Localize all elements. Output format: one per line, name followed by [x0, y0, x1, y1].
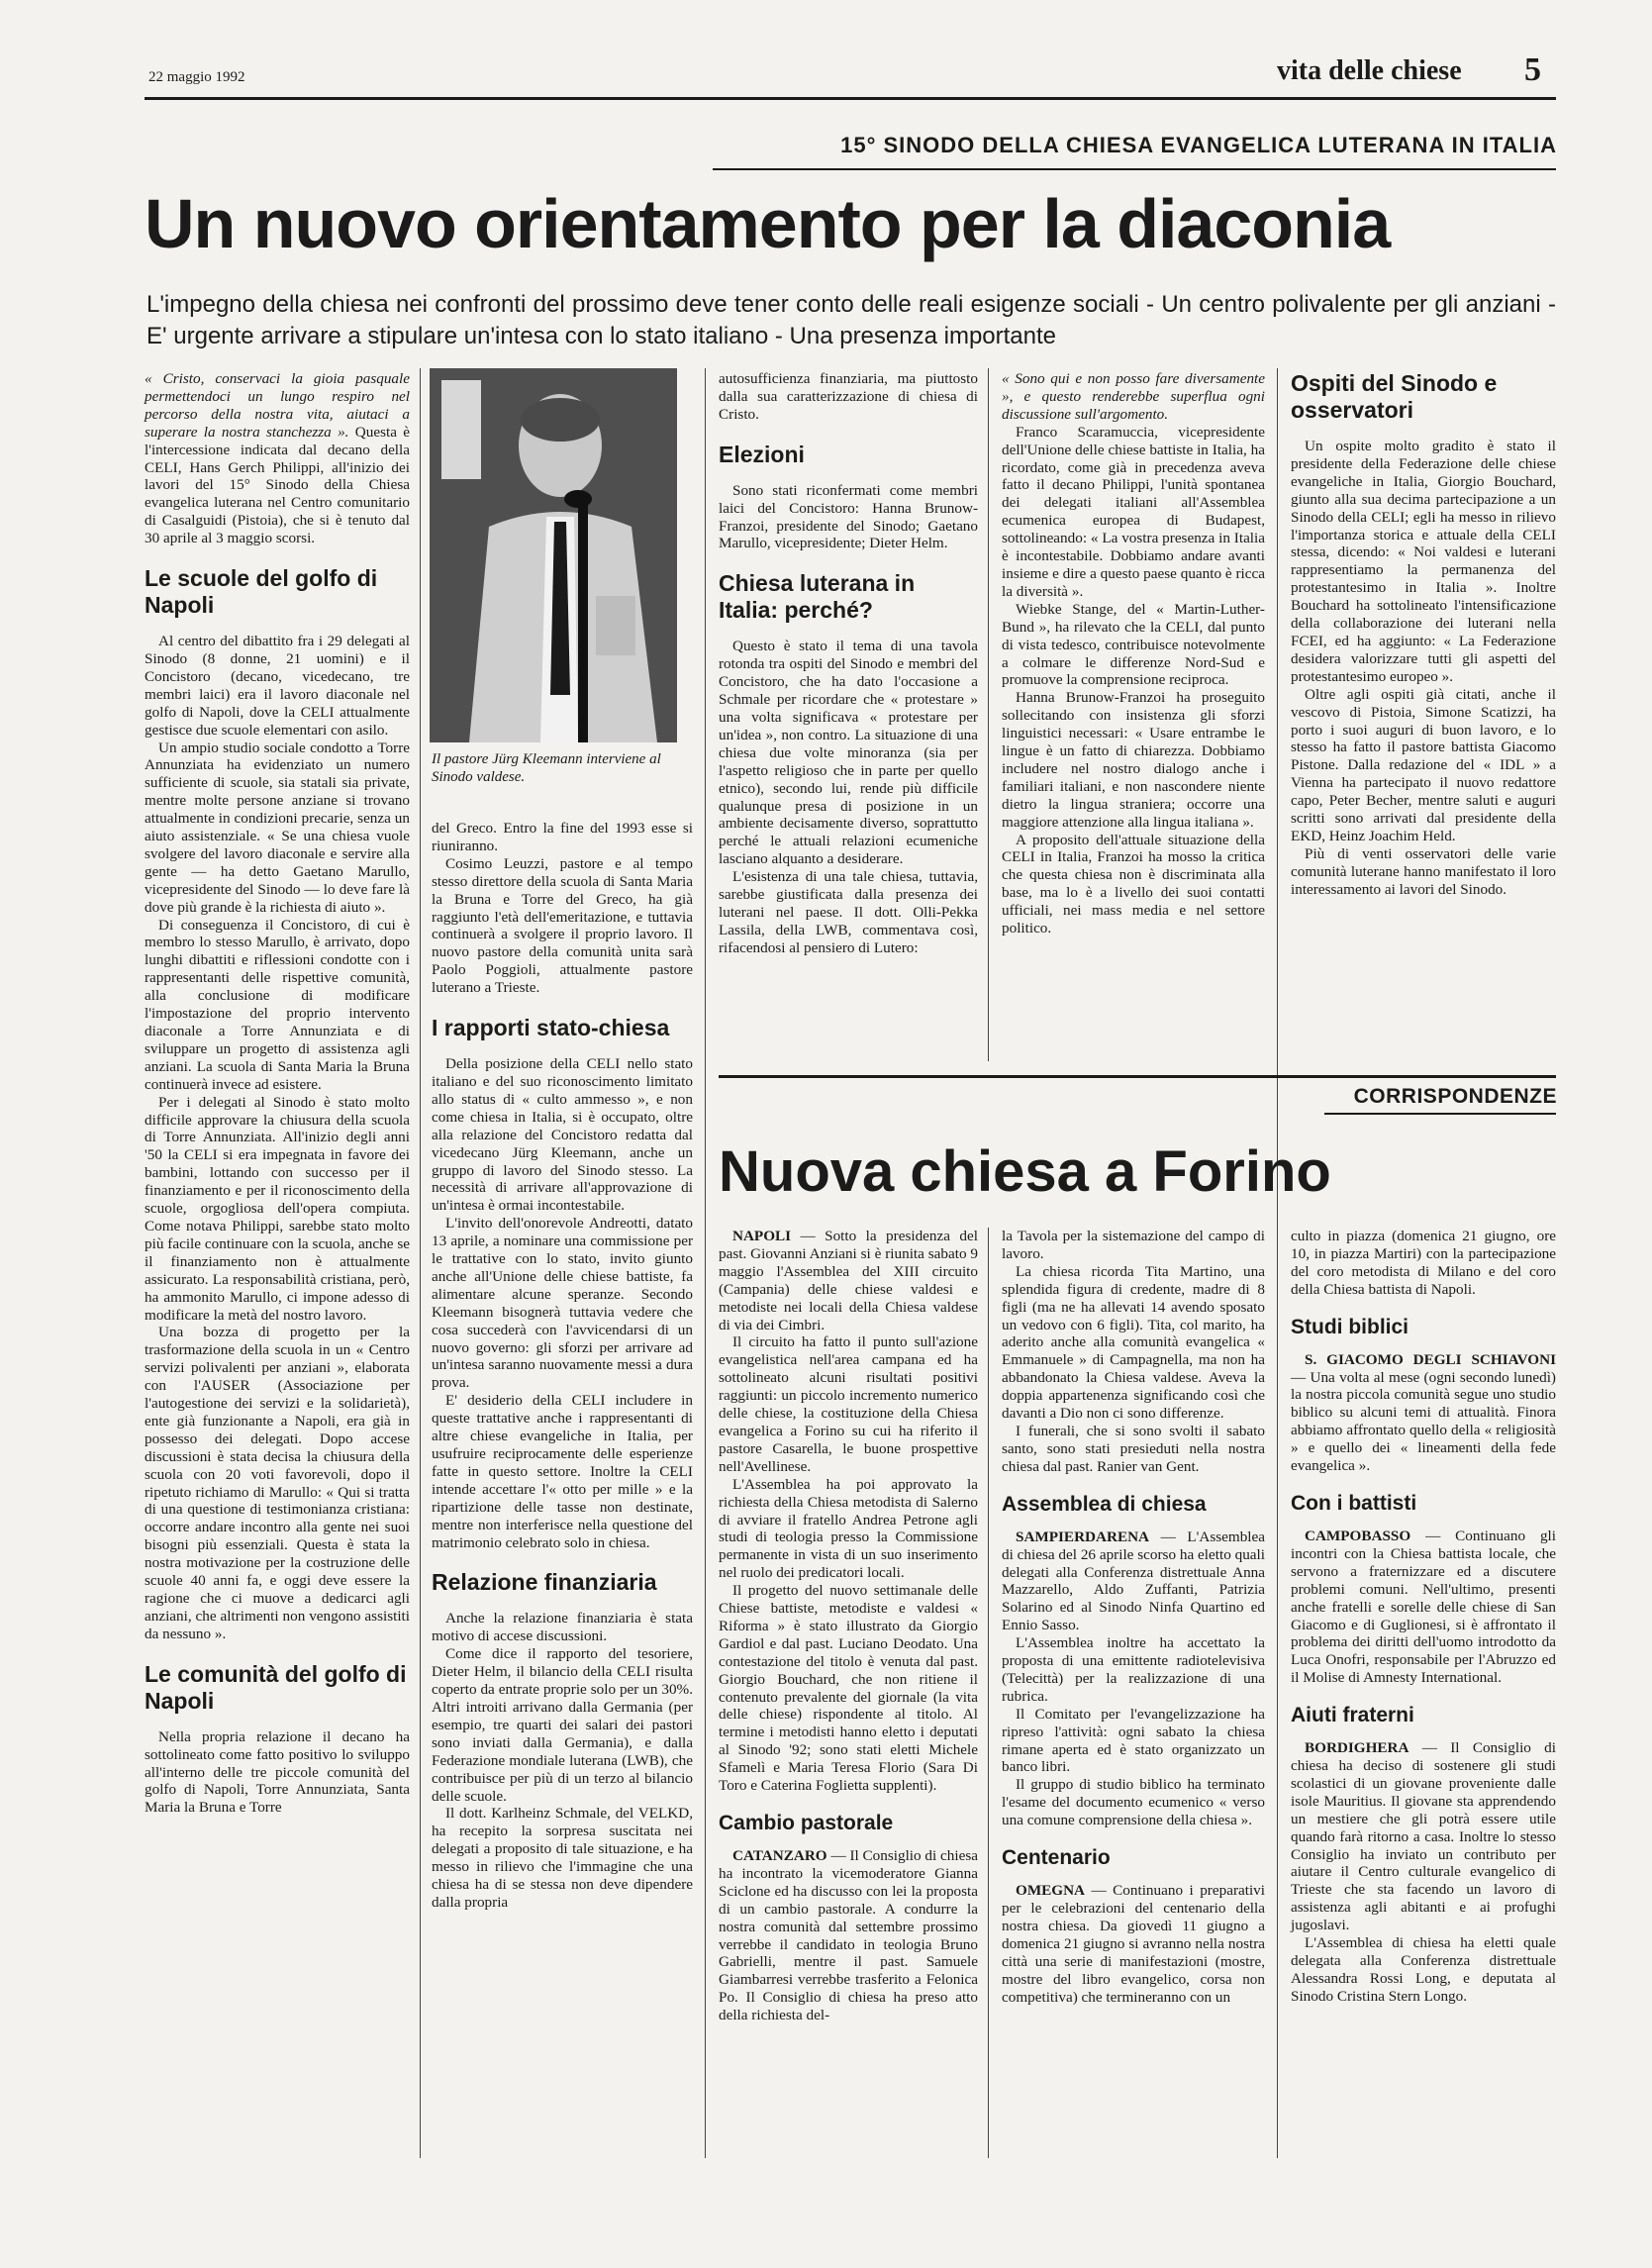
section-heading: Le scuole del golfo di Napoli — [145, 565, 378, 619]
paragraph: Anche la relazione finanziaria è stata motivo di accese discussioni. — [432, 1610, 693, 1645]
corrispondenze-label: CORRISPONDENZE — [1353, 1085, 1557, 1108]
paragraph: Questo è stato il tema di una tavola rotonda tra ospiti del Sinodo e membri del Concistoro, che ha dato l'occasione a Schmale per ricordare che « protestare » una volta significava « protestare per un'idea », non contro. La situazione di una chiesa due volte minoranza (sia per l'aspetto religioso che in parte per quello etnico), secondo lui, rende più difficile qualunque presa di posizione in un ambiente decisamente diverso, soprattutto perché le attuali relazioni ecumeniche lasciano alquanto a desiderare. — [719, 638, 978, 868]
dateline: S. GIACOMO DEGLI SCHIAVONI — [1305, 1350, 1556, 1368]
article-column-2 — [432, 820, 693, 1912]
corrispondenze-underline — [1324, 1113, 1556, 1115]
section-heading: Con i battisti — [1291, 1491, 1417, 1515]
column-divider — [1277, 368, 1278, 2158]
intro-quote: « Cristo, conservaci la gioia pasquale permettendoci un lungo respiro nel percorso della nostra vita, aiutaci a superare la nostra stanchezza ». — [145, 370, 410, 441]
dateline: OMEGNA — [1016, 1882, 1086, 1900]
dateline: CATANZARO — [732, 1847, 827, 1864]
page-number: 5 — [1524, 51, 1541, 88]
paragraph: L'Assemblea inoltre ha accettato la proposta di una emittente radiotelevisiva (Telecittà) per la realizzazione di una rubrica. — [1002, 1634, 1265, 1705]
paragraph: I funerali, che si sono svolti il sabato santo, sono stati presieduti nella nostra chiesa dal past. Ranier van Gent. — [1002, 1422, 1265, 1475]
section-heading: I rapporti stato-chiesa — [432, 1015, 670, 1041]
paragraph: — L'Assemblea di chiesa del 26 aprile scorso ha eletto quali delegati alla Conferenza distrettuale Anna Mazzarello, Aldo Zuffanti, Patrizia Solarino ed al Sinodo Ninfa Quartino ed Ennio Sasso. — [1002, 1528, 1265, 1634]
dateline: SAMPIERDARENA — [1016, 1528, 1150, 1545]
main-headline: Un nuovo orientamento per la diaconia — [145, 185, 1391, 262]
paragraph: Il circuito ha fatto il punto sull'azione evangelistica nell'area campana ed ha sottolineato alcuni risultati positivi raggiunti: un piccolo incremento numerico delle chiese, la costituzione della Chiesa evangelica a Forino su cui ha riferito il pastore Casarella, le buone prospettive nell'Avellinese. — [719, 1333, 978, 1475]
section-heading: Centenario — [1002, 1846, 1111, 1870]
corrispondenze-rule — [719, 1075, 1556, 1078]
paragraph: « Sono qui e non posso fare diversamente », e questo renderebbe superflua ogni discussione sull'argomento. — [1002, 370, 1265, 423]
section-heading: Studi biblici — [1291, 1315, 1409, 1338]
dateline: NAPOLI — [732, 1228, 792, 1244]
article-column-1 — [145, 370, 410, 1817]
paragraph: Di conseguenza il Concistoro, di cui è membro lo stesso Marullo, è arrivato, dopo lunghi dibattiti e riflessioni condotte con i rappresentanti delle rispettive comunità, alla conclusione di modificare l'impostazione del proprio intervento diaconale a Torre Annunziata e di sviluppare un progetto di assistenza agli anziani. La scuola di Santa Maria la Bruna continuerà invece ad esistere. — [145, 916, 410, 1093]
article-column-4 — [1002, 370, 1265, 937]
paragraph: — Una volta al mese (ogni secondo lunedì) la nostra piccola comunità segue uno studio biblico su alcuni temi di attualità. Finora abbiamo affrontato quello della « religiosità » e quello dei « lineamenti della fede evangelica ». — [1291, 1368, 1556, 1475]
paragraph: Nella propria relazione il decano ha sottolineato come fatto positivo lo sviluppo all'interno delle tre piccole comunità del golfo di Napoli, Torre Annunziata, Santa Maria la Bruna e Torre — [145, 1727, 410, 1817]
section-heading: Relazione finanziaria — [432, 1569, 657, 1596]
paragraph: — Il Consiglio di chiesa ha incontrato la vicemoderatore Gianna Sciclone ed ha discusso con lei la proposta di un cambio pastorale. A condurre la nostra comunità dal settembre prossimo verrebbe il candidato in teologia Bruno Gabrielli, mentre il past. Samuele Giambarresi verrebbe trasferito a Felonica Po. Il Consiglio di chiesa ha preso atto della richiesta del- — [719, 1847, 978, 2024]
article-column-5 — [1291, 370, 1556, 899]
issue-date: 22 maggio 1992 — [148, 69, 245, 85]
secondary-headline: Nuova chiesa a Forino — [719, 1139, 1331, 1204]
paragraph: Hanna Brunow-Franzoi ha proseguito sollecitando con insistenza gli sforzi linguistici necessari: « Usare entrambe le lingue è un fatto di chiarezza. Dobbiamo includere nel nostro dialogo anche i familiari italiani, e non nascondere niente dietro la lingua straniera; occorre una maggiore attenzione alla lingua italiana ». — [1002, 689, 1265, 831]
section-heading: Ospiti del Sinodo e osservatori — [1291, 370, 1498, 423]
paragraph: culto in piazza (domenica 21 giugno, ore 10, in piazza Martiri) con la partecipazione del coro metodista di Milano e del coro della Chiesa battista di Napoli. — [1291, 1228, 1556, 1298]
column-divider — [705, 368, 706, 2158]
paragraph: Della posizione della CELI nello stato italiano e del suo riconoscimento limitato allo status di « culto ammesso », e non come chiesa in Italia, si è occupato, oltre alla relazione del Concistoro redatta dal vicedecano Jürg Kleemann, anche un gruppo di lavoro del Sinodo stesso. La necessità di arrivare all'approvazione di un'intesa è ormai incontestabile. — [432, 1055, 693, 1215]
paragraph: E' desiderio della CELI includere in queste trattative anche i rappresentanti di altre chiese evangeliche in Italia, per usufruire reciprocamente delle esperienze fatte in questo settore. Inoltre la CELI intende accettare l'« otto per mille » e la ripartizione delle tasse non destinate, mentre non interferisce nella questione del matrimonio celebrato solo in chiesa. — [432, 1392, 693, 1551]
column-divider — [988, 1228, 989, 2158]
section-title: vita delle chiese — [1277, 55, 1462, 86]
corrispondenze-column-b — [1002, 1228, 1265, 2006]
section-heading: Assemblea di chiesa — [1002, 1492, 1207, 1516]
kicker-rule — [713, 168, 1556, 170]
photo-caption: Il pastore Jürg Kleemann interviene al Sinodo valdese. — [432, 751, 661, 785]
paragraph: Il dott. Karlheinz Schmale, del VELKD, ha recepito la sorpresa suscitata nei delegati a proposito di tale situazione, e ha messo in rilievo che l'immagine che una chiesa ha di se stessa non deve dipendere dalla propria — [432, 1805, 693, 1911]
paragraph: Per i delegati al Sinodo è stato molto difficile approvare la chiusura della scuola di Torre Annunziata. All'inizio degli anni '50 la CELI si era impegnata in favore dei bambini, lottando con successo per il finanziamento e per il riconoscimento della scuole, orgogliosa dell'opera compiuta. Come notava Philippi, sarebbe stato molto più facile continuare con la scuola, anche se il finanziamento non è attualmente assicurato. La responsabilità cristiana, però, ha ammonito Marullo, ci impone adesso di modificare la metà del nostro lavoro. — [145, 1093, 410, 1324]
section-heading: Elezioni — [719, 441, 805, 467]
paragraph: Franco Scaramuccia, vicepresidente dell'Unione delle chiese battiste in Italia, ha ricordato, come già in precedenza aveva fatto il decano Philippi, l'unità spontanea dei delegati italiani all'Assemblea ecumenica europea di Budapest, sottolineando: « La vostra presenza in Italia è incontestabile. Dobbiamo andare avanti insieme e dire a questo paese quanto è ricca la diversità ». — [1002, 423, 1265, 600]
paragraph: Al centro del dibattito fra i 29 delegati al Sinodo (8 donne, 21 uomini) e il Concistoro (decano, vicedecano, tre membri laici) era il lavoro diaconale nel golfo di Napoli, dove la CELI attualmente gestisce due scuole elementari con asilo. — [145, 633, 410, 739]
photo-pastor — [430, 368, 677, 742]
paragraph: Oltre agli ospiti già citati, anche il vescovo di Pistoia, Simone Scatizzi, ha porto i suoi auguri di buon lavoro, e lo stesso ha fatto il pastore battista Giacomo Pistone. Dalla redazione del « IDL » a Vienna ha partecipato il nuovo redattore capo, Peter Becher, mentre saluti e auguri scritti sono arrivati dal presidente della EKD, Heinz Joachim Held. — [1291, 685, 1556, 844]
paragraph: L'esistenza di una tale chiesa, tuttavia, sarebbe giustificata dalla presenza dei luterani nel paese. Il dott. Olli-Pekka Lassila, della LWB, commentava così, rifacendosi al pensiero di Lutero: — [719, 868, 978, 956]
intro-text: Questa è l'intercessione indicata dal decano della CELI, Hans Gerch Philippi, all'inizio dei lavori del 15° Sinodo della Chiesa evangelica luterana nel Centro comunitario di Casalguidi (Pistoia), che si è tenuto dal 30 aprile al 3 maggio scorsi. — [145, 423, 411, 547]
dateline: CAMPOBASSO — [1305, 1527, 1411, 1544]
paragraph: — Continuano i preparativi per le celebrazioni del centenario della nostra chiesa. Da giovedì 11 giugno a domenica 21 giugno si avranno nella nostra città una serie di manifestazioni (mostre, mostre del libro evangelico, corsa non competitiva) che termineranno con un — [1002, 1882, 1265, 2006]
corrispondenze-column-a — [719, 1228, 978, 2024]
paragraph: Il progetto del nuovo settimanale delle Chiese battiste, metodiste e valdesi « Riforma » è stato illustrato da Giorgio Gardiol e dal past. Luciano Deodato. Una contestazione del titolo è venuta dal past. Giorgio Bouchard, che non ritiene il contenuto prevalente del giornale (la vita delle chiese) rispondente al titolo. Al termine i metodisti hanno eletto i deputati al Sinodo '92; sono stati eletti Michele Sfamelì e Maria Teresa Florio (Sara Di Toro e Caterina Foglietta supplenti). — [719, 1582, 978, 1795]
paragraph: Come dice il rapporto del tesoriere, Dieter Helm, il bilancio della CELI risulta coperto da entrate proprie solo per un 30%. Altri introiti arrivano dalla Germania (per esempio, tre quarti dei salari dei pastori sono inviati dalla Germania), e dalla Federazione mondiale luterana (LWB), che contribuisce per più di un terzo al bilancio delle scuole. — [432, 1645, 693, 1805]
column-divider — [420, 368, 421, 2158]
kicker: 15° SINODO DELLA CHIESA EVANGELICA LUTERANA IN ITALIA — [840, 133, 1557, 157]
paragraph: autosufficienza finanziaria, ma piuttosto dalla sua caratterizzazione di chiesa di Cristo. — [719, 370, 978, 423]
paragraph: Il Comitato per l'evangelizzazione ha ripreso l'attività: ogni sabato la chiesa rimane aperta ed è stato organizzato un banco libri. — [1002, 1705, 1265, 1776]
section-heading: Chiesa luterana in Italia: perché? — [719, 570, 916, 624]
paragraph: la Tavola per la sistemazione del campo di lavoro. — [1002, 1228, 1265, 1262]
pastor-photo-image — [430, 368, 677, 742]
paragraph: Cosimo Leuzzi, pastore e al tempo stesso direttore della scuola di Santa Maria la Bruna e Torre del Greco, ha già raggiunto l'età dell'emeritazione, e tuttavia continuerà a svolgere il proprio lavoro. Il nuovo pastore della comunità unita sarà Paolo Poggioli, attualmente pastore luterano a Trieste. — [432, 854, 693, 997]
article-column-3 — [719, 370, 978, 957]
paragraph: Una bozza di progetto per la trasformazione della scuola in un « Centro servizi polivalenti per anziani », elaborata con l'AUSER (Associazione per l'autogestione dei servizi e la solidarietà), ente già funzionante a Napoli, era già in possesso dei delegati. Dopo accese discussioni è stata decisa la chiusura della scuola con 20 voti favorevoli, dopo il ripetuto richiamo di Marullo: « Qui si tratta di una questione di testimonianza cristiana: occorre andare incontro alla gente nei suoi bisogni più essenziali. Questa è stata la nostra motivazione per la costruzione delle scuole 40 anni fa, e oggi deve essere la ragione che ci muove a dedicarci agli anziani, che altrimenti non vengono assistiti da nessuno ». — [145, 1324, 410, 1642]
paragraph: L'Assemblea di chiesa ha eletti quale delegata alla Conferenza distrettuale Alessandra Rossi Long, e deputata al Sinodo Cristina Stern Longo. — [1291, 1934, 1556, 2005]
subheadline: L'impegno della chiesa nei confronti del prossimo deve tener conto delle reali esigenze sociali - Un centro polivalente per gli anziani - E' urgente arrivare a stipulare un'intesa con lo stato italiano - Una presenza importante — [146, 291, 1556, 349]
masthead-rule — [145, 97, 1556, 100]
dateline: BORDIGHERA — [1305, 1739, 1409, 1757]
corrispondenze-column-c — [1291, 1228, 1556, 2006]
section-heading: Aiuti fraterni — [1291, 1704, 1414, 1727]
paragraph: Più di venti osservatori delle varie comunità luterane hanno manifestato il loro interessamento ai lavori del Sinodo. — [1291, 844, 1556, 898]
paragraph: del Greco. Entro la fine del 1993 esse si riuniranno. — [432, 820, 693, 854]
paragraph: — Il Consiglio di chiesa ha deciso di sostenere gli studi scolastici di un giovane proveniente dalle isole Mauritius. Il giovane sta apprendendo un mestiere che gli potrà essere utile quando farà ritorno a casa. Inoltre lo stesso Consiglio ha inviato un contributo per aiutare il Centro culturale evangelico di Trieste che sta facendo un lavoro di assistenza agli abitanti e ai profughi jugoslavi. — [1291, 1739, 1556, 1934]
paragraph: — Sotto la presidenza del past. Giovanni Anziani si è riunita sabato 9 maggio l'Assemblea del XIII circuito (Campania) delle chiese valdesi e metodiste nei locali della Chiesa valdese di via dei Cimbri. — [719, 1228, 978, 1333]
section-heading: Cambio pastorale — [719, 1812, 894, 1834]
paragraph: — Continuano gli incontri con la Chiesa battista locale, che servono a fraternizzare ed a discutere problemi comuni. Nell'ultimo, presenti anche fratelli e sorelle delle chiese di San Giacomo e di Guglionesi, si è affrontato il problema dei diritti dell'uomo introdotto da Luca Onofri, responsabile per l'Abruzzo ed il Molise di Amnesty International. — [1291, 1527, 1556, 1687]
paragraph: A proposito dell'attuale situazione della CELI in Italia, Franzoi ha mosso la critica che questa chiesa non è discriminata alla base, ma lo è a livello dei suoi contatti ufficiali, nei mass media e nel settore politico. — [1002, 831, 1265, 937]
paragraph: La chiesa ricorda Tita Martino, una splendida figura di credente, madre di 8 figli (ma ne ha allevati 14 avendo sposato un vedovo con 6 figli). Tita, col marito, ha aderito anche alla comunità evangelica « Emmanuele » di Campagnella, ma non ha abbandonato la Chiesa valdese. Aveva la doppia appartenenza significando così che davanti a Dio non ci sono differenze. — [1002, 1262, 1265, 1423]
paragraph: Sono stati riconfermati come membri laici del Concistoro: Hanna Brunow-Franzoi, presidente del Sinodo; Gaetano Marullo, vicepresidente; Dieter Helm. — [719, 481, 978, 552]
paragraph: Il gruppo di studio biblico ha terminato l'esame del documento ecumenico « verso una comune comprensione della chiesa ». — [1002, 1776, 1265, 1829]
paragraph: Wiebke Stange, del « Martin-Luther-Bund », ha rilevato che la CELI, dal punto di vista tedesco, contribuisce notevolmente a colmare le differenze Nord-Sud e promuove la comprensione reciproca. — [1002, 600, 1265, 689]
section-heading: Le comunità del golfo di Napoli — [145, 1660, 407, 1714]
paragraph: L'invito dell'onorevole Andreotti, datato 13 aprile, a nominare una commissione per le trattative con lo stato, invito giunto anche all'Unione delle chiese battiste, fa alimentare alcune speranze. Secondo Kleemann bisognerà tuttavia vedere che cosa succederà con l'avvicendarsi di un nuovo governo: gli sforzi per arrivare ad un'intesa saranno nuovamente messi a dura prova. — [432, 1215, 693, 1392]
paragraph: L'Assemblea ha poi approvato la richiesta della Chiesa metodista di Salerno di avviare il fratello Andrea Petrone agli studi di teologia presso la Commissione permanente in vista di un suo inserimento nel ruolo dei predicatori locali. — [719, 1475, 978, 1582]
paragraph: Un ampio studio sociale condotto a Torre Annunziata ha evidenziato un numero sufficiente di scuole, sia statali sia private, mentre molte persone anziane si trovano attualmente in condizioni precarie, senza un aiuto assistenziale. « Se una chiesa vuole svolgere del lavoro diaconale e servire alla gente — ha detto Gaetano Marullo, vicepresidente del Sinodo — lo deve fare là dove più grande è la richiesta di aiuto ». — [145, 739, 410, 916]
paragraph: Un ospite molto gradito è stato il presidente della Federazione delle chiese evangeliche in Italia, Giorgio Bouchard, giunto alla sua decima partecipazione a un Sinodo della CELI; egli ha messo in rilievo l'importanza storica e attuale della CELI stessa, dicendo: « Noi valdesi e luterani rappresentiamo la permanenza del protestantesimo in Italia ». Inoltre Bouchard ha sottolineato l'intensificazione della collaborazione dei luterani nella FCEI, ed ha aggiunto: « La Federazione desidera valorizzare tutti gli aspetti del protestantesimo europeo ». — [1291, 438, 1556, 685]
column-divider — [988, 368, 989, 1061]
